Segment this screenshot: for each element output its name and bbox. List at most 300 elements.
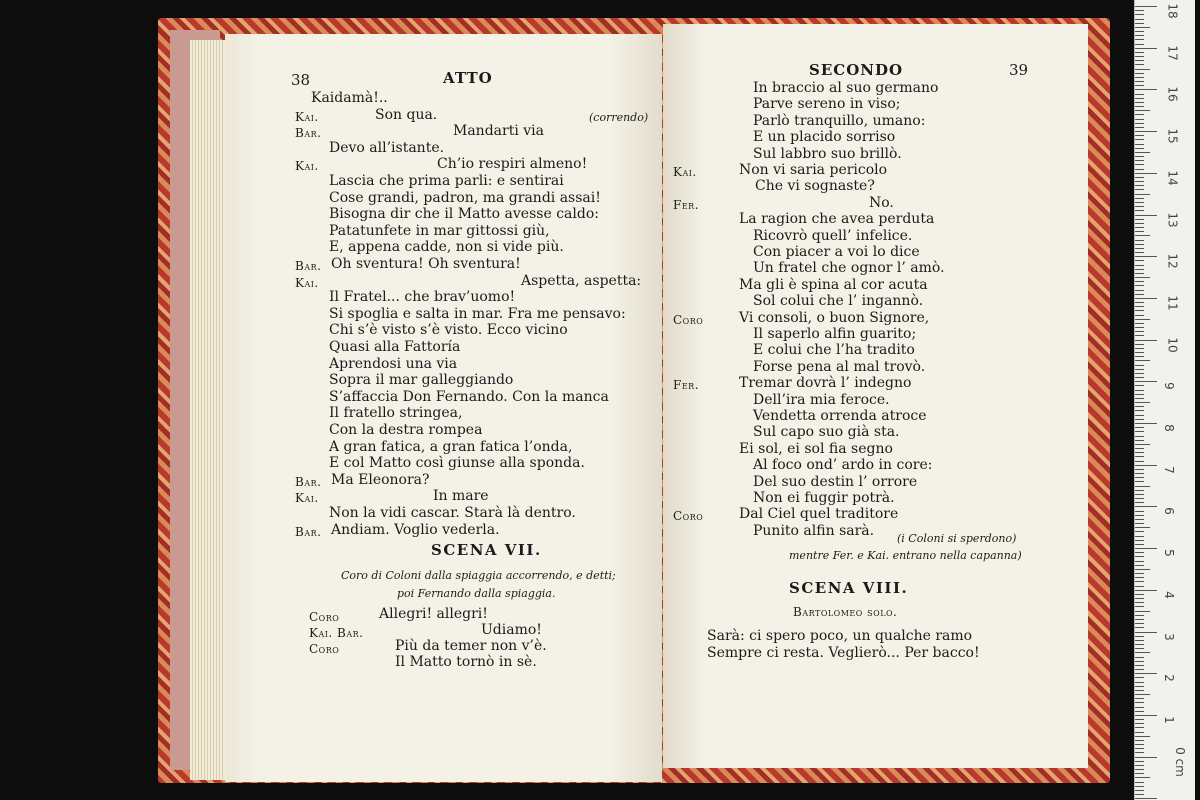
ruler-tick xyxy=(1135,498,1144,499)
ruler-tick xyxy=(1135,14,1144,15)
page-edges xyxy=(190,40,230,780)
verse-line: Punito alfin sarà. xyxy=(753,522,875,539)
ruler-tick xyxy=(1135,715,1157,716)
ruler-tick xyxy=(1135,294,1144,295)
ruler-tick xyxy=(1135,394,1144,395)
ruler-number: 5 xyxy=(1161,549,1176,557)
verse-line: Ch’io respiri almeno! xyxy=(437,156,588,173)
verse-line: Aprendosi una via xyxy=(329,355,458,372)
ruler-tick xyxy=(1135,707,1144,708)
ruler-tick xyxy=(1135,215,1157,216)
verse-line: Ei sol, ei sol fia segno xyxy=(739,440,893,457)
verse-line: In braccio al suo germano xyxy=(753,80,939,96)
ruler-tick xyxy=(1135,586,1144,587)
verse-line: Sul capo suo già sta. xyxy=(753,424,900,441)
ruler-tick xyxy=(1135,356,1144,357)
ruler-tick xyxy=(1135,782,1144,783)
ruler-tick xyxy=(1135,160,1144,161)
ruler-tick xyxy=(1135,365,1144,366)
verse-line: S’affaccia Don Fernando. Con la manca xyxy=(329,388,609,405)
verse-line: Con la destra rompea xyxy=(329,422,483,438)
ruler-tick xyxy=(1135,677,1144,678)
ruler-tick xyxy=(1135,10,1144,11)
ruler-number: 7 xyxy=(1161,465,1176,474)
ruler-tick xyxy=(1135,152,1150,153)
ruler-tick xyxy=(1135,577,1144,578)
ruler-tick xyxy=(1135,511,1144,512)
ruler-tick xyxy=(1135,177,1144,178)
ruler-tick xyxy=(1135,206,1144,207)
ruler-tick xyxy=(1135,260,1144,261)
ruler-tick xyxy=(1135,702,1144,703)
ruler-tick xyxy=(1135,548,1157,549)
speaker-label: Coro xyxy=(673,312,704,327)
verse-line: Vendetta orrenda atroce xyxy=(753,408,927,424)
ruler-tick xyxy=(1135,35,1144,36)
scene-subtitle: Bartolomeo solo. xyxy=(793,605,898,619)
ruler-tick xyxy=(1135,531,1144,532)
ruler-tick xyxy=(1135,123,1144,124)
speaker-label: Kai. xyxy=(295,275,319,290)
ruler-tick xyxy=(1135,44,1144,45)
ruler-tick xyxy=(1135,690,1144,691)
running-head: ATTO xyxy=(443,69,493,87)
ruler-number: 4 xyxy=(1161,590,1176,599)
verse-line: Ma Eleonora? xyxy=(331,471,430,488)
ruler-tick xyxy=(1135,611,1150,612)
ruler-tick xyxy=(1135,469,1144,470)
ruler-number: 12 xyxy=(1165,253,1180,269)
scene-title: SCENA VII. xyxy=(431,541,542,559)
ruler-tick xyxy=(1135,765,1144,766)
ruler-tick xyxy=(1135,194,1150,195)
ruler-tick xyxy=(1135,523,1144,524)
ruler-tick xyxy=(1135,540,1144,541)
ruler-tick xyxy=(1135,256,1157,257)
verse-line: Con piacer a voi lo dice xyxy=(753,244,920,260)
ruler-tick xyxy=(1135,757,1157,758)
ruler-tick xyxy=(1135,310,1144,311)
ruler-tick xyxy=(1135,315,1144,316)
verse-line: Parlò tranquillo, umano: xyxy=(753,112,926,129)
ruler-tick xyxy=(1135,640,1144,641)
verse-line: In mare xyxy=(433,488,489,505)
verse-line: Quasi alla Fattoría xyxy=(329,339,461,355)
ruler-tick xyxy=(1135,632,1157,633)
ruler-tick xyxy=(1135,219,1144,220)
verse-line: Aspetta, aspetta: xyxy=(521,272,642,289)
ruler-tick xyxy=(1135,381,1157,382)
ruler-tick xyxy=(1135,265,1144,266)
stage-direction: Coro di Coloni dalla spiaggia accorrendo, e detti; xyxy=(341,569,616,582)
ruler-tick xyxy=(1135,327,1144,328)
ruler-tick xyxy=(1135,19,1144,20)
ruler-tick xyxy=(1135,39,1144,40)
verse-line: Si spoglia e salta in mar. Fra me pensavo: xyxy=(329,305,626,322)
ruler-tick xyxy=(1135,556,1144,557)
verse-line: E col Matto così giunse alla sponda. xyxy=(329,455,585,472)
ruler-number: 2 xyxy=(1161,674,1176,683)
ruler-tick xyxy=(1135,552,1144,553)
ruler-tick xyxy=(1135,298,1157,299)
ruler-tick xyxy=(1135,335,1144,336)
ruler-number: 18 xyxy=(1165,3,1180,19)
verse-line: E un placido sorriso xyxy=(753,129,896,146)
ruler-number: 3 xyxy=(1161,632,1176,641)
ruler-number: 11 xyxy=(1165,295,1180,311)
ruler-tick xyxy=(1135,94,1144,95)
ruler-tick xyxy=(1135,135,1144,136)
ruler-tick xyxy=(1135,673,1157,674)
verse-line: Dal Ciel quel traditore xyxy=(739,506,899,523)
ruler-tick xyxy=(1135,89,1157,90)
verse-line: E colui che l’ha tradito xyxy=(753,342,915,359)
ruler-tick xyxy=(1135,302,1144,303)
verse-line: Non vi saria pericolo xyxy=(739,162,888,178)
speaker-label: Kai. xyxy=(295,109,319,124)
verse-line: Ricovrò quell’ infelice. xyxy=(753,227,913,244)
ruler-tick xyxy=(1135,139,1144,140)
ruler-tick xyxy=(1135,419,1144,420)
ruler-tick xyxy=(1135,344,1144,345)
ruler-tick xyxy=(1135,502,1144,503)
ruler-tick xyxy=(1135,269,1144,270)
verse-line: Al foco ond’ ardo in core: xyxy=(753,457,933,474)
ruler-tick xyxy=(1135,456,1144,457)
ruler-tick xyxy=(1135,198,1144,199)
verse-line: Forse pena al mal trovò. xyxy=(753,358,926,375)
verse-line: Il saperlo alfin guarito; xyxy=(753,326,917,342)
ruler-tick xyxy=(1135,606,1144,607)
ruler-tick xyxy=(1135,732,1144,733)
measuring-ruler xyxy=(1134,0,1195,800)
stage-direction: poi Fernando dalla spiaggia. xyxy=(397,587,556,600)
ruler-tick xyxy=(1135,452,1144,453)
ruler-tick xyxy=(1135,281,1144,282)
verse-line: Che vi sognaste? xyxy=(755,178,875,195)
verse-line: Chi s’è visto s’è visto. Ecco vicino xyxy=(329,322,568,339)
ruler-tick xyxy=(1135,786,1144,787)
ruler-tick xyxy=(1135,581,1144,582)
ruler-tick xyxy=(1135,148,1144,149)
ruler-tick xyxy=(1135,85,1144,86)
ruler-tick xyxy=(1135,448,1144,449)
ruler-number: 14 xyxy=(1165,170,1180,186)
ruler-tick xyxy=(1135,777,1150,778)
ruler-tick xyxy=(1135,473,1144,474)
ruler-tick xyxy=(1135,644,1144,645)
ruler-tick xyxy=(1135,173,1157,174)
ruler-tick xyxy=(1135,486,1150,487)
ruler-tick xyxy=(1135,235,1150,236)
ruler-tick xyxy=(1135,6,1157,7)
ruler-tick xyxy=(1135,110,1150,111)
ruler-number: 10 xyxy=(1165,336,1180,353)
ruler-tick xyxy=(1135,652,1150,653)
verse-line: Il Matto tornò in sè. xyxy=(395,654,537,670)
ruler-tick xyxy=(1135,164,1144,165)
ruler-tick xyxy=(1135,252,1144,253)
ruler-tick xyxy=(1135,506,1157,507)
ruler-tick xyxy=(1135,119,1144,120)
ruler-tick xyxy=(1135,615,1144,616)
ruler-tick xyxy=(1135,398,1144,399)
ruler-tick xyxy=(1135,769,1144,770)
ruler-number: 13 xyxy=(1165,211,1180,228)
ruler-tick xyxy=(1135,331,1144,332)
ruler-tick xyxy=(1135,623,1144,624)
ruler-tick xyxy=(1135,736,1150,737)
ruler-tick xyxy=(1135,285,1144,286)
ruler-tick xyxy=(1135,752,1144,753)
verse-line: Sopra il mar galleggiando xyxy=(329,372,514,389)
ruler-number: 16 xyxy=(1165,86,1180,103)
ruler-tick xyxy=(1135,461,1144,462)
verse-line: Allegri! allegri! xyxy=(379,606,488,622)
ruler-tick xyxy=(1135,627,1144,628)
stage-direction: mentre Fer. e Kai. entrano nella capanna) xyxy=(789,549,1022,562)
ruler-tick xyxy=(1135,727,1144,728)
ruler-tick xyxy=(1135,348,1144,349)
verse-line: Sol colui che l’ ingannò. xyxy=(753,293,924,310)
ruler-tick xyxy=(1135,573,1144,574)
ruler-tick xyxy=(1135,431,1144,432)
ruler-tick xyxy=(1135,490,1144,491)
ruler-tick xyxy=(1135,48,1157,49)
left-page xyxy=(225,34,662,782)
ruler-tick xyxy=(1135,748,1144,749)
verse-line: Parve sereno in viso; xyxy=(753,96,901,113)
verse-line: La ragion che avea perduta xyxy=(739,211,935,228)
ruler-tick xyxy=(1135,648,1144,649)
stage-direction: (correndo) xyxy=(589,110,649,124)
ruler-tick xyxy=(1135,565,1144,566)
ruler-number: 1 xyxy=(1161,716,1176,724)
verse-line: Sul labbro suo brillò. xyxy=(753,145,902,162)
ruler-tick xyxy=(1135,719,1144,720)
ruler-tick xyxy=(1135,619,1144,620)
ruler-tick xyxy=(1135,410,1144,411)
ruler-tick xyxy=(1135,415,1144,416)
ruler-tick xyxy=(1135,369,1144,370)
ruler-tick xyxy=(1135,698,1144,699)
ruler-tick xyxy=(1135,231,1144,232)
ruler-tick xyxy=(1135,527,1150,528)
ruler-tick xyxy=(1135,602,1144,603)
ruler-tick xyxy=(1135,790,1144,791)
verse-line: Vi consoli, o buon Signore, xyxy=(739,309,930,326)
ruler-tick xyxy=(1135,227,1144,228)
ruler-tick xyxy=(1135,56,1144,57)
right-page xyxy=(663,24,1088,768)
ruler-tick xyxy=(1135,373,1144,374)
ruler-tick xyxy=(1135,106,1144,107)
speaker-label: Fer. xyxy=(673,378,700,393)
ruler-tick xyxy=(1135,244,1144,245)
speaker-label: Bar. xyxy=(295,126,322,141)
ruler-number: 6 xyxy=(1161,507,1176,516)
ruler-tick xyxy=(1135,181,1144,182)
ruler-tick xyxy=(1135,81,1144,82)
ruler-tick xyxy=(1135,114,1144,115)
ruler-number: 0 cm xyxy=(1172,746,1187,777)
verse-line: Mandarti via xyxy=(453,123,544,140)
ruler-tick xyxy=(1135,52,1144,53)
verse-line: Il Fratel... che brav’uomo! xyxy=(329,289,516,306)
verse-line: Devo all’istante. xyxy=(329,139,445,156)
ruler-tick xyxy=(1135,273,1144,274)
ruler-tick xyxy=(1135,290,1144,291)
ruler-tick xyxy=(1135,711,1144,712)
ruler-tick xyxy=(1135,686,1144,687)
verse-line: Tremar dovrà l’ indegno xyxy=(739,375,912,392)
ruler-tick xyxy=(1135,515,1144,516)
ruler-tick xyxy=(1135,240,1144,241)
verse-line: Son qua. xyxy=(375,106,438,123)
ruler-tick xyxy=(1135,340,1157,341)
ruler-tick xyxy=(1135,185,1144,186)
ruler-tick xyxy=(1135,352,1144,353)
ruler-number: 9 xyxy=(1161,382,1176,391)
ruler-tick xyxy=(1135,494,1144,495)
ruler-tick xyxy=(1135,248,1144,249)
ruler-tick xyxy=(1135,31,1144,32)
verse-line: Non ei fuggir potrà. xyxy=(753,490,895,506)
ruler-tick xyxy=(1135,306,1144,307)
ruler-number: 17 xyxy=(1165,45,1180,61)
verse-line: Ma gli è spina al cor acuta xyxy=(739,276,928,293)
ruler-tick xyxy=(1135,144,1144,145)
stage-direction: (i Coloni si sperdono) xyxy=(897,532,1017,545)
ruler-tick xyxy=(1135,360,1150,361)
speaker-label: Coro xyxy=(309,642,340,656)
ruler-tick xyxy=(1135,569,1150,570)
ruler-tick xyxy=(1135,64,1144,65)
verse-line: Kaidamà!.. xyxy=(311,90,388,106)
ruler-tick xyxy=(1135,77,1144,78)
ruler-tick xyxy=(1135,590,1157,591)
verse-line: No. xyxy=(869,194,894,211)
ruler-tick xyxy=(1135,773,1144,774)
ruler-tick xyxy=(1135,481,1144,482)
speaker-label: Bar. xyxy=(295,524,322,539)
ruler-tick xyxy=(1135,657,1144,658)
ruler-tick xyxy=(1135,385,1144,386)
ruler-tick xyxy=(1135,544,1144,545)
verse-line: Andiam. Voglio vederla. xyxy=(331,521,500,538)
verse-line: Sarà: ci spero poco, un qualche ramo xyxy=(707,628,973,644)
verse-line: Cose grandi, padron, ma grandi assai! xyxy=(329,189,601,206)
running-head: SECONDO xyxy=(809,61,904,79)
ruler-tick xyxy=(1135,798,1157,799)
ruler-number: 8 xyxy=(1161,424,1176,432)
speaker-label: Kai. Bar. xyxy=(309,626,364,640)
ruler-tick xyxy=(1135,661,1144,662)
ruler-tick xyxy=(1135,440,1144,441)
scene-title: SCENA VIII. xyxy=(789,579,909,597)
verse-line: Patatunfete in mar gittossi giù, xyxy=(329,222,550,239)
speaker-label: Fer. xyxy=(673,197,700,212)
page-number: 38 xyxy=(291,71,311,89)
ruler-tick xyxy=(1135,740,1144,741)
ruler-tick xyxy=(1135,519,1144,520)
ruler-tick xyxy=(1135,427,1144,428)
ruler-tick xyxy=(1135,423,1157,424)
verse-line: Lascia che prima parli: e sentirai xyxy=(329,173,564,189)
ruler-number: 15 xyxy=(1165,128,1180,144)
ruler-tick xyxy=(1135,27,1150,28)
speaker-label: Kai. xyxy=(295,491,319,506)
speaker-label: Kai. xyxy=(673,165,697,179)
ruler-tick xyxy=(1135,477,1144,478)
verse-line: Non la vidi cascar. Starà là dentro. xyxy=(329,505,576,521)
verse-line: A gran fatica, a gran fatica l’onda, xyxy=(329,438,573,455)
ruler-tick xyxy=(1135,761,1144,762)
ruler-tick xyxy=(1135,23,1144,24)
ruler-tick xyxy=(1135,60,1144,61)
verse-line: Del suo destin l’ orrore xyxy=(753,473,918,490)
verse-line: Il fratello stringea, xyxy=(329,405,463,422)
ruler-tick xyxy=(1135,594,1144,595)
verse-line: Bisogna dir che il Matto avesse caldo: xyxy=(329,206,599,223)
ruler-tick xyxy=(1135,223,1144,224)
ruler-tick xyxy=(1135,377,1144,378)
ruler-tick xyxy=(1135,98,1144,99)
ruler-tick xyxy=(1135,561,1144,562)
speaker-label: Bar. xyxy=(295,259,322,273)
ruler-tick xyxy=(1135,723,1144,724)
ruler-tick xyxy=(1135,131,1157,132)
ruler-tick xyxy=(1135,73,1144,74)
verse-line: Più da temer non v’è. xyxy=(395,638,547,654)
ruler-tick xyxy=(1135,794,1144,795)
verse-line: Udiamo! xyxy=(481,622,542,638)
ruler-tick xyxy=(1135,682,1144,683)
ruler-tick xyxy=(1135,210,1144,211)
ruler-tick xyxy=(1135,169,1144,170)
ruler-tick xyxy=(1135,465,1157,466)
page-number: 39 xyxy=(1009,61,1029,79)
ruler-tick xyxy=(1135,444,1150,445)
ruler-tick xyxy=(1135,536,1144,537)
ruler-tick xyxy=(1135,694,1150,695)
ruler-tick xyxy=(1135,390,1144,391)
ruler-tick xyxy=(1135,189,1144,190)
speaker-label: Coro xyxy=(309,610,340,624)
ruler-tick xyxy=(1135,598,1144,599)
ruler-tick xyxy=(1135,102,1144,103)
ruler-tick xyxy=(1135,636,1144,637)
ruler-tick xyxy=(1135,665,1144,666)
ruler-tick xyxy=(1135,402,1150,403)
speaker-label: Coro xyxy=(673,509,704,524)
speaker-label: Kai. xyxy=(295,159,319,174)
ruler-tick xyxy=(1135,277,1150,278)
ruler-tick xyxy=(1135,669,1144,670)
ruler-tick xyxy=(1135,127,1144,128)
ruler-tick xyxy=(1135,406,1144,407)
ruler-tick xyxy=(1135,744,1144,745)
ruler-tick xyxy=(1135,436,1144,437)
ruler-tick xyxy=(1135,156,1144,157)
ruler-tick xyxy=(1135,323,1144,324)
ruler-tick xyxy=(1135,69,1150,70)
verse-line: Un fratel che ognor l’ amò. xyxy=(753,260,945,277)
verse-line: E, appena cadde, non si vide più. xyxy=(329,239,564,256)
verse-line: Oh sventura! Oh sventura! xyxy=(331,256,521,272)
verse-line: Sempre ci resta. Veglierò... Per bacco! xyxy=(707,645,980,661)
ruler-tick xyxy=(1135,319,1150,320)
